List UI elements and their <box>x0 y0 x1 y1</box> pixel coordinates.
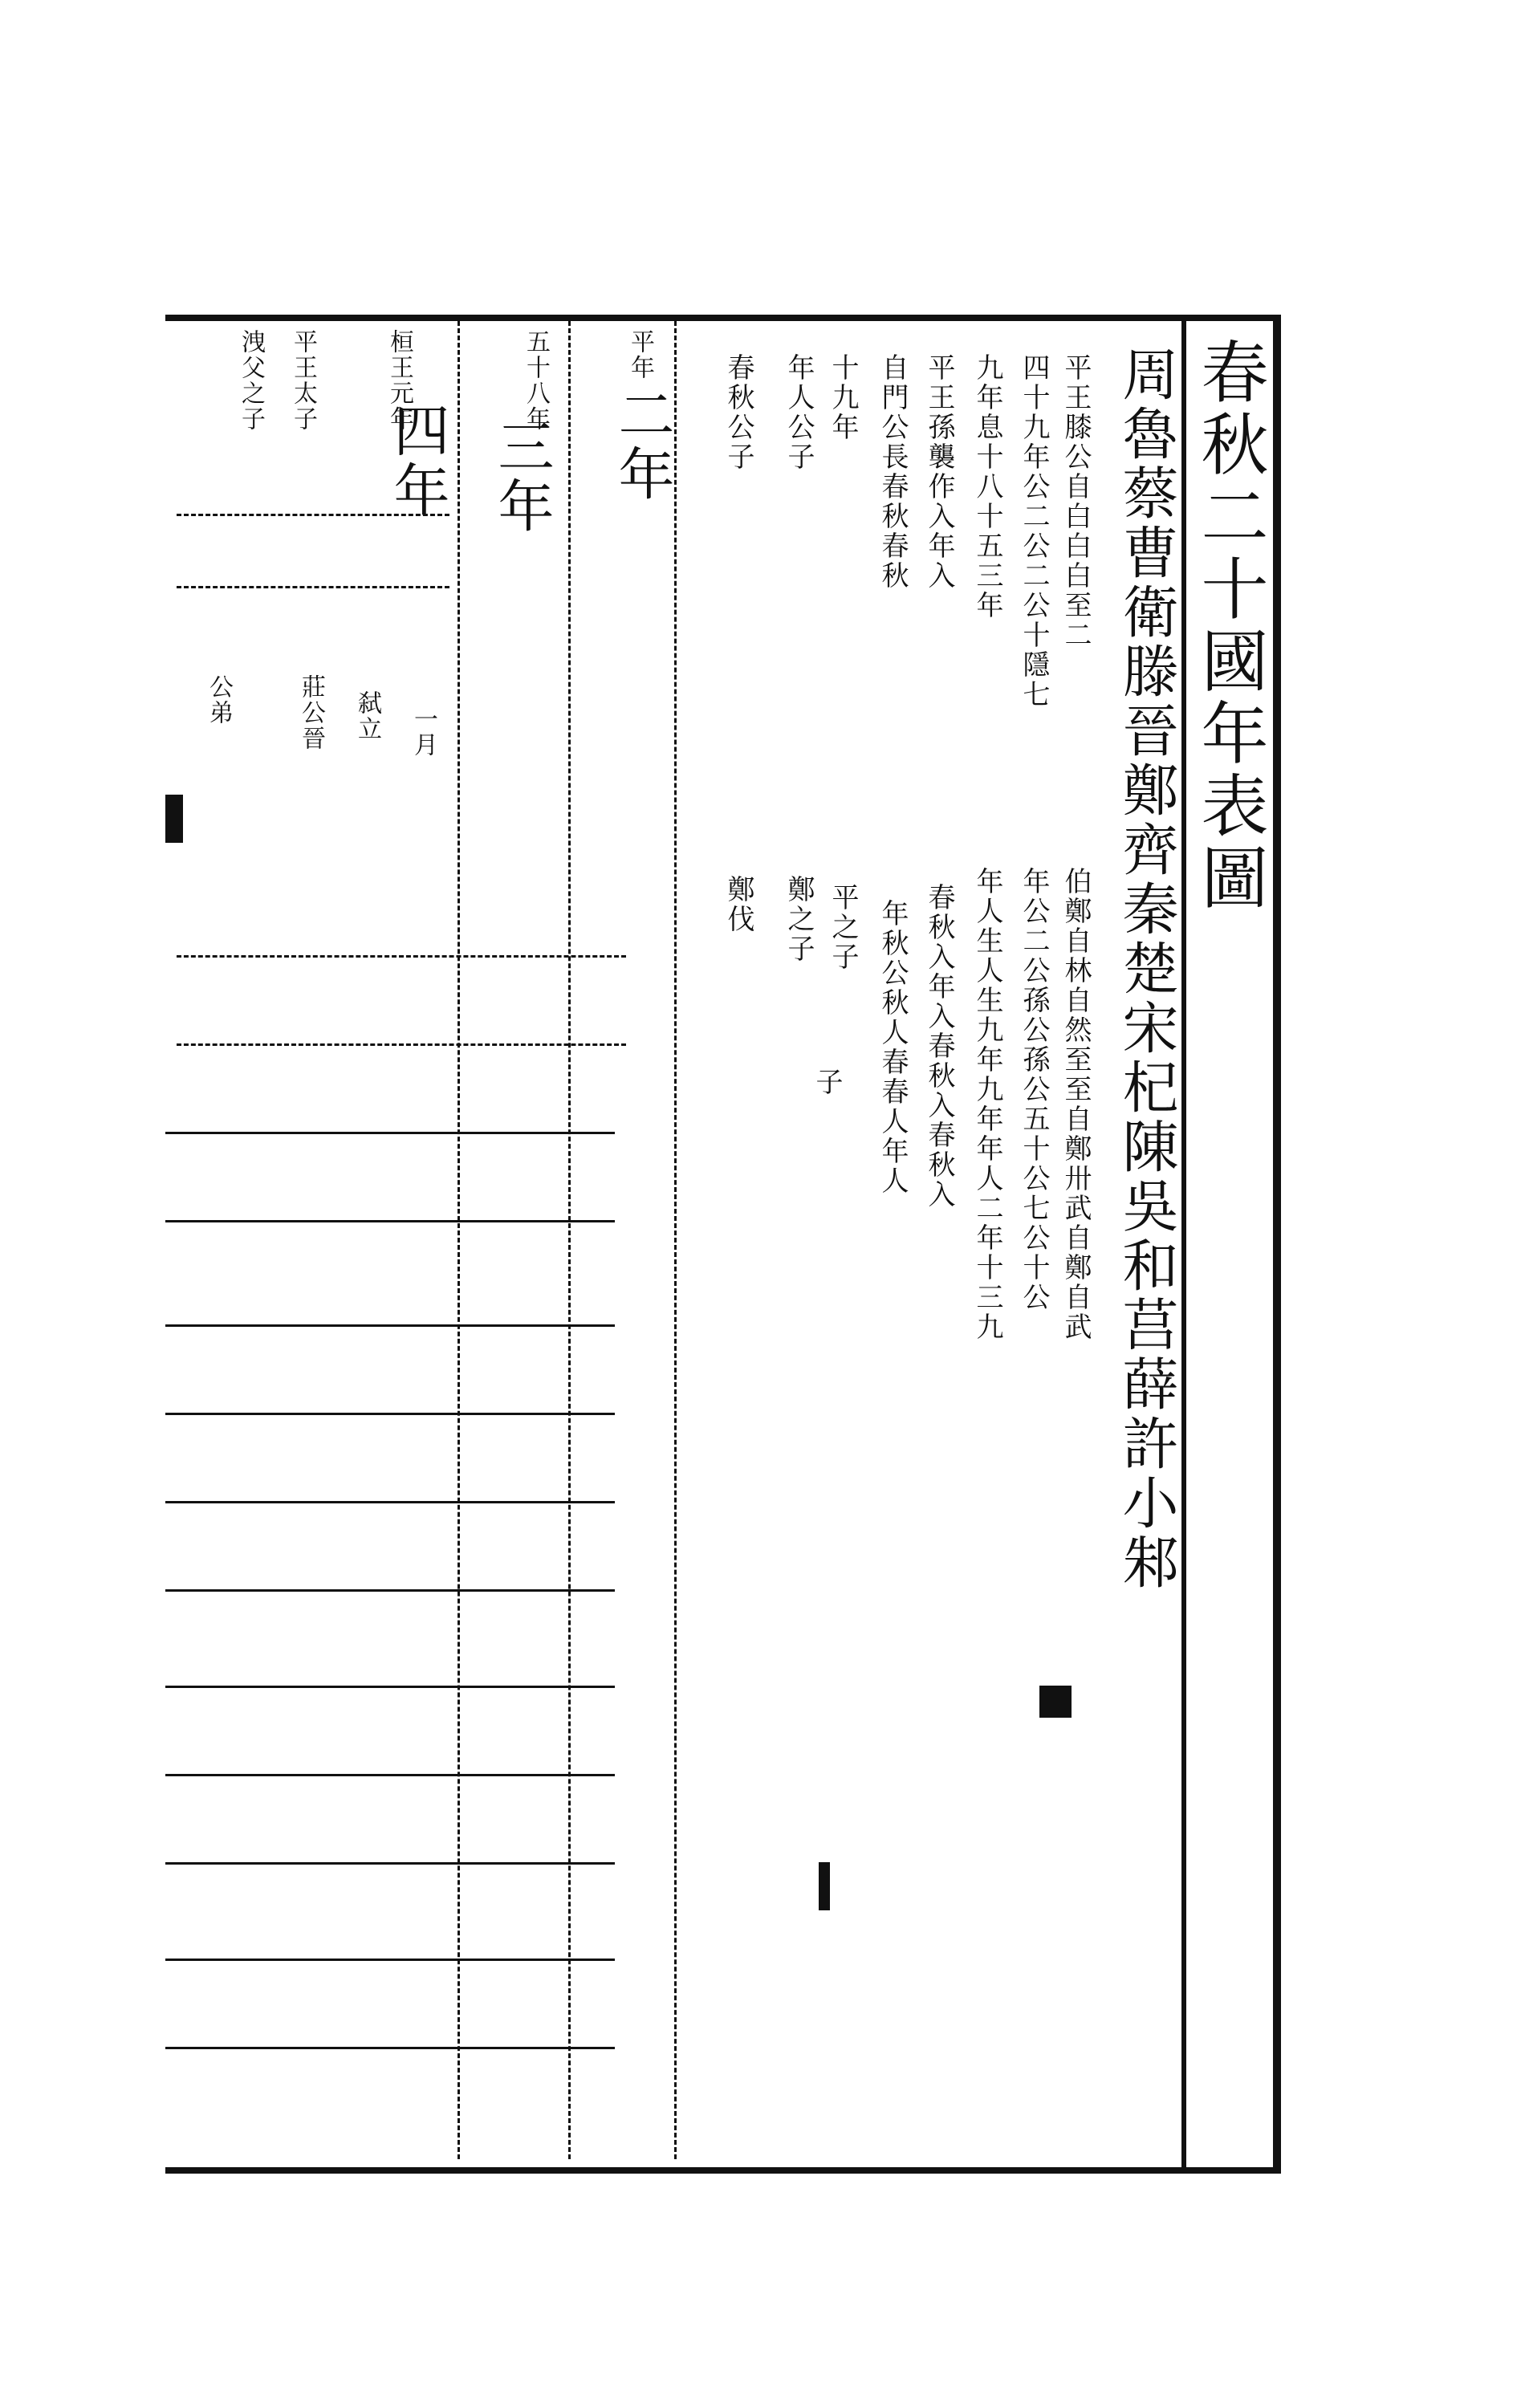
reign-year-3-prefix: 五十八年 <box>522 329 550 432</box>
reign-year-2: 二年 <box>609 385 675 504</box>
note-column-3-top: 九年息十八十五三年 <box>971 353 1003 620</box>
note-column-7-top: 年人公子 <box>783 353 815 472</box>
note-column-1-top: 平王膝公自白白白至二 <box>1059 353 1092 650</box>
reign-year-4: 四年 <box>384 401 450 520</box>
left-note-f: 一月 <box>409 706 437 758</box>
left-note-b: 洩父之子 <box>237 329 265 432</box>
state-lu: 魯 <box>1113 405 1179 464</box>
state-xu: 許 <box>1113 1414 1179 1474</box>
note-column-6-mid: 平之子 <box>827 883 859 972</box>
state-chu: 楚 <box>1113 939 1179 999</box>
ruling-line <box>165 1959 615 1961</box>
note-column-7-bottom: 鄭之子 <box>783 875 815 964</box>
state-xiaozhu: 小邾 <box>1113 1474 1179 1592</box>
title-divider <box>1181 315 1186 2167</box>
state-he: 和 <box>1113 1236 1179 1296</box>
state-ju: 莒 <box>1113 1296 1179 1355</box>
state-xue: 薛 <box>1113 1355 1179 1414</box>
reign-year-2-prefix: 平年 <box>626 329 654 380</box>
ruling-line <box>165 1413 615 1415</box>
ruling-line <box>165 1686 615 1688</box>
ruling-line <box>165 1501 615 1503</box>
state-cai: 蔡 <box>1113 464 1179 523</box>
state-wei: 衛 <box>1113 583 1179 642</box>
ruling-line <box>165 1589 615 1592</box>
state-cao: 曹 <box>1113 523 1179 583</box>
state-wu: 吳 <box>1113 1177 1179 1236</box>
note-column-6-top: 十九年 <box>827 353 859 442</box>
state-jin: 晉 <box>1113 702 1179 761</box>
ink-block <box>819 1862 830 1910</box>
column-divider <box>458 321 460 2159</box>
reign-year-3: 三年 <box>489 417 555 536</box>
reign-year-4-prefix: 桓王元年 <box>385 329 413 432</box>
ruling-dash <box>177 955 626 958</box>
note-column-2-top: 四十九年公二公二公十隱七 <box>1018 353 1050 710</box>
column-divider <box>568 321 571 2159</box>
note-column-1-bottom: 伯鄭自林自然至至自鄭卅武自鄭自武 <box>1059 867 1092 1342</box>
left-note-a: 平王太子 <box>289 329 317 432</box>
ruling-dash <box>177 586 449 588</box>
note-column-2-bottom: 年公二公孫公孫公五十公七公十公 <box>1018 867 1050 1312</box>
state-qi: 齊 <box>1113 820 1179 880</box>
state-teng: 滕 <box>1113 642 1179 702</box>
ruling-line <box>165 2047 615 2049</box>
state-qin: 秦 <box>1113 880 1179 939</box>
state-column-upper <box>1114 345 1178 1592</box>
state-chen: 陳 <box>1113 1117 1179 1177</box>
ruling-dash <box>177 1043 626 1046</box>
state-qi2: 杞 <box>1113 1058 1179 1117</box>
ruling-line <box>165 1862 615 1865</box>
left-note-c: 公弟 <box>205 674 233 726</box>
left-note-e: 弑立 <box>353 690 381 742</box>
note-column-6-bottom: 子 <box>811 1068 843 1097</box>
note-column-8-top: 春秋公子 <box>722 353 754 472</box>
ruling-line <box>165 1220 615 1222</box>
state-song: 宋 <box>1113 999 1179 1058</box>
ruling-dash <box>177 514 449 516</box>
note-column-3-bottom: 年人生人生九年九年年人二年十三九 <box>971 867 1003 1342</box>
ruling-line <box>165 1132 615 1134</box>
page-title: 春秋二十國年表圖 <box>1190 337 1269 915</box>
note-column-4-bottom: 春秋入年入春秋入春秋入 <box>923 883 955 1210</box>
note-column-5-top: 自門公長春秋春秋 <box>876 353 909 591</box>
note-column-8-bottom: 鄭伐 <box>722 875 754 934</box>
left-note-d: 莊公晉 <box>297 674 325 751</box>
ruling-line <box>165 1324 615 1327</box>
state-zheng: 鄭 <box>1113 761 1179 820</box>
note-column-5-bottom: 年秋公秋人春春人年人 <box>876 899 909 1196</box>
note-column-4-top: 平王孫襲作入年入 <box>923 353 955 591</box>
column-divider <box>674 321 677 2159</box>
ink-block <box>165 795 183 843</box>
ink-block <box>1039 1686 1072 1718</box>
ruling-line <box>165 1774 615 1776</box>
state-zhou: 周 <box>1113 345 1179 405</box>
